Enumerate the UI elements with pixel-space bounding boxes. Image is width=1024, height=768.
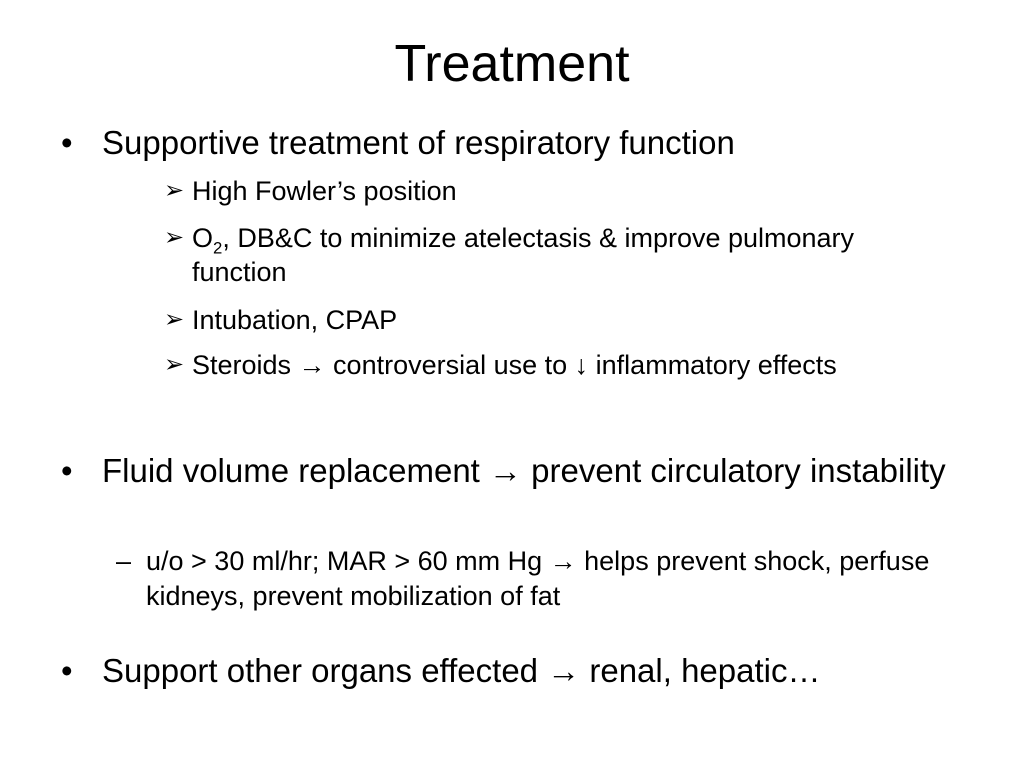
bullet-text: Supportive treatment of respiratory function xyxy=(102,124,735,161)
subitem-text xyxy=(192,221,924,289)
bullet-item-other-organs xyxy=(61,650,970,692)
subitem-text: High Fowler’s position xyxy=(192,176,457,206)
subitem-text: Steroids → controversial use to ↓ inflammatory effects xyxy=(192,350,837,380)
bullet-icon: • xyxy=(61,652,73,689)
arrow-bullet-icon: ➢ xyxy=(164,306,185,333)
subitem-text: Intubation, CPAP xyxy=(192,305,398,335)
bullet-text: Fluid volume replacement → prevent circulatory instability xyxy=(102,452,946,489)
subitem-oxygen xyxy=(164,221,924,289)
subitem-high-fowlers xyxy=(164,174,924,208)
o2-subscript: 2 xyxy=(213,238,223,258)
slide-title: Treatment xyxy=(394,35,630,93)
subitem-urine-output xyxy=(116,544,936,614)
o2-remainder: , DB&C to minimize atelectasis & improve pulmonary function xyxy=(192,223,855,287)
subitem-intubation xyxy=(164,303,924,337)
bullet-item-respiratory xyxy=(61,122,970,164)
arrow-bullet-icon: ➢ xyxy=(164,351,185,378)
bullet-text: Support other organs effected → renal, hepatic… xyxy=(102,652,821,689)
bullet-icon: • xyxy=(61,124,73,161)
arrow-bullet-icon: ➢ xyxy=(164,224,185,251)
arrow-bullet-icon: ➢ xyxy=(164,177,185,204)
bullet-icon: • xyxy=(61,452,73,489)
subitem-steroids xyxy=(164,348,924,382)
subitem-text: u/o > 30 ml/hr; MAR > 60 mm Hg → helps prevent shock, perfuse kidneys, prevent mobilization of fat xyxy=(146,546,930,611)
o2-symbol: O xyxy=(192,223,214,253)
bullet-item-fluid-volume xyxy=(61,450,970,492)
dash-bullet-icon: – xyxy=(116,546,132,576)
